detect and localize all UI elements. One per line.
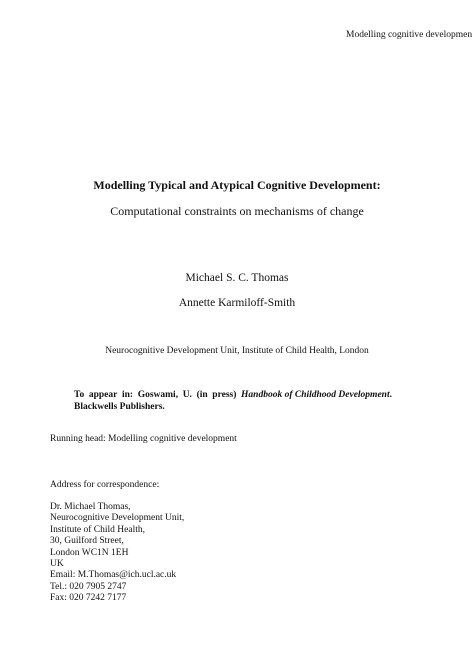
contact-email: Email: M.Thomas@ich.ucl.ac.uk [50, 570, 177, 581]
book-title-period: . [389, 390, 392, 400]
running-header: Modelling cognitive developmen [346, 30, 473, 40]
contact-telephone: Tel.: 020 7905 2747 [50, 581, 127, 592]
publication-word: U. [182, 390, 192, 400]
author-name: Michael S. C. Thomas [185, 272, 289, 284]
contact-block [50, 502, 184, 605]
contact-institute: Institute of Child Health, [50, 524, 145, 535]
publication-note [74, 389, 392, 413]
contact-fax: Fax: 020 7242 7177 [50, 593, 127, 604]
book-title: Handbook of Childhood Development [241, 390, 390, 400]
contact-name: Dr. Michael Thomas, [50, 502, 131, 512]
running-head: Running head: Modelling cognitive development [50, 434, 237, 444]
publisher: Blackwells Publishers. [74, 402, 165, 412]
publication-word: in: [121, 390, 134, 400]
publication-word: Goswami, [137, 390, 179, 400]
publication-word: (in [196, 390, 208, 400]
author-name: Annette Karmiloff-Smith [178, 297, 296, 309]
contact-country: UK [50, 559, 64, 570]
paper-title: Modelling Typical and Atypical Cognitive Development: [93, 178, 381, 192]
affiliation: Neurocognitive Development Unit, Institute of Child Health, London [105, 346, 369, 356]
book-title-wrap [241, 389, 392, 401]
address-label: Address for correspondence: [50, 480, 160, 490]
paper-subtitle: Computational constraints on mechanisms of change [110, 204, 364, 218]
publication-note-line [74, 389, 392, 401]
publication-word: appear [88, 390, 118, 400]
publication-word: press) [212, 390, 237, 400]
contact-city: London WC1N 1EH [50, 547, 129, 558]
contact-street: 30, Guilford Street, [50, 536, 124, 547]
contact-unit: Neurocognitive Development Unit, [50, 513, 185, 524]
publication-word: To [74, 390, 85, 400]
